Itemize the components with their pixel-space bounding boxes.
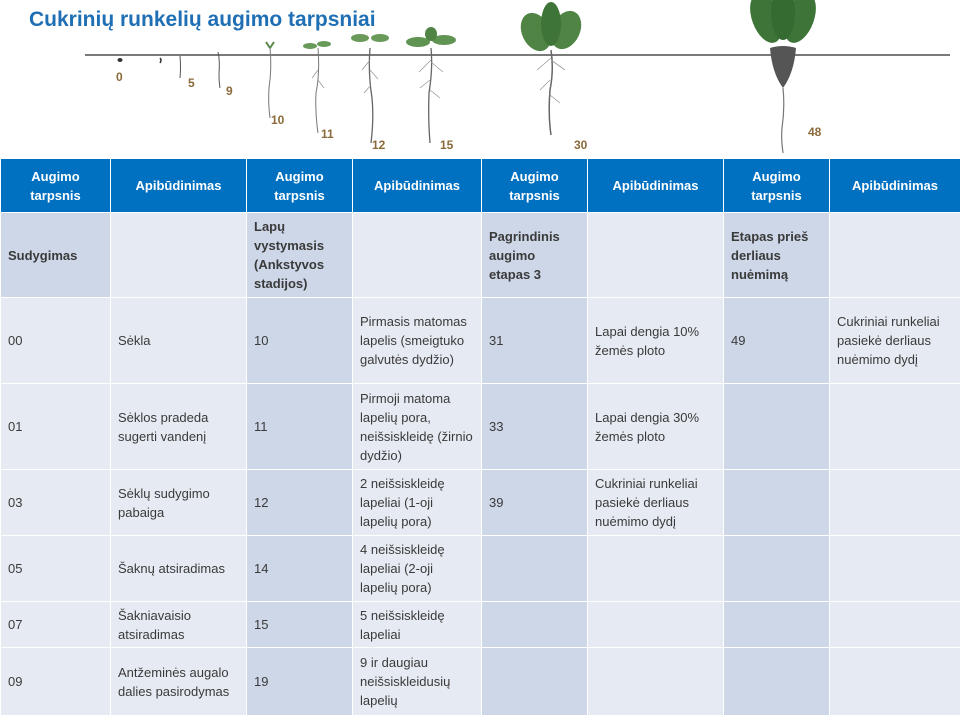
description-cell: Pirmoji matoma lapelių pora, neišsiskleidę (žirnio dydžio) xyxy=(353,384,482,470)
description-cell: 9 ir daugiau neišsiskleidusių lapelių xyxy=(353,648,482,716)
column-header: Apibūdinimas xyxy=(353,159,482,213)
stage-group-cell: Etapas prieš derliaus nuėmimą xyxy=(724,213,830,298)
stage-code-cell xyxy=(724,648,830,716)
stage-number: 0 xyxy=(116,70,123,84)
column-header: Augimo tarpsnis xyxy=(482,159,588,213)
column-header: Augimo tarpsnis xyxy=(724,159,830,213)
seedling-stage10-icon xyxy=(266,42,274,118)
germinating-seed-icon xyxy=(160,58,161,63)
description-cell: Lapai dengia 30% žemės ploto xyxy=(588,384,724,470)
column-header: Augimo tarpsnis xyxy=(1,159,111,213)
description-cell xyxy=(111,213,247,298)
seedling-stage15-icon xyxy=(406,27,456,143)
description-cell xyxy=(830,213,960,298)
table-row xyxy=(1,602,960,648)
description-cell xyxy=(830,470,960,536)
stage-code-cell xyxy=(482,536,588,602)
description-cell xyxy=(830,648,960,716)
table-row xyxy=(1,384,960,470)
stage-code-cell: 14 xyxy=(247,536,353,602)
stage-code-cell: 33 xyxy=(482,384,588,470)
stage-code-cell: 05 xyxy=(1,536,111,602)
stage-code-cell xyxy=(724,602,830,648)
stage-code-cell xyxy=(724,536,830,602)
description-cell xyxy=(588,536,724,602)
description-cell: Cukriniai runkeliai pasiekė derliaus nuėmimo dydį xyxy=(830,298,960,384)
seed-icon xyxy=(118,58,123,62)
stage-group-cell: Pagrindinis augimo etapas 3 xyxy=(482,213,588,298)
stage-number: 10 xyxy=(271,113,285,127)
stage-code-cell: 49 xyxy=(724,298,830,384)
description-cell: Šaknų atsiradimas xyxy=(111,536,247,602)
stage-code-cell: 31 xyxy=(482,298,588,384)
description-cell: Sėklos pradeda sugerti vandenį xyxy=(111,384,247,470)
description-cell: Sėkla xyxy=(111,298,247,384)
stage-code-cell xyxy=(724,384,830,470)
stage-code-cell: 19 xyxy=(247,648,353,716)
stage-code-cell: 03 xyxy=(1,470,111,536)
column-header: Augimo tarpsnis xyxy=(247,159,353,213)
description-cell xyxy=(588,648,724,716)
description-cell xyxy=(588,213,724,298)
stage-code-cell xyxy=(482,602,588,648)
description-cell: Sėklų sudygimo pabaiga xyxy=(111,470,247,536)
stage-code-cell: 00 xyxy=(1,298,111,384)
stage-group-cell: Lapų vystymasis (Ankstyvos stadijos) xyxy=(247,213,353,298)
stage-code-cell: 09 xyxy=(1,648,111,716)
stage-code-cell: 07 xyxy=(1,602,111,648)
stage-group-cell: Sudygimas xyxy=(1,213,111,298)
description-cell: 2 neišsiskleidę lapeliai (1-oji lapelių pora) xyxy=(353,470,482,536)
description-cell: 4 neišsiskleidę lapeliai (2-oji lapelių pora) xyxy=(353,536,482,602)
column-header: Apibūdinimas xyxy=(830,159,960,213)
root-stage9-icon xyxy=(218,52,220,88)
description-cell xyxy=(353,213,482,298)
stage-code-cell: 11 xyxy=(247,384,353,470)
description-cell: Cukriniai runkeliai pasiekė derliaus nuėmimo dydį xyxy=(588,470,724,536)
table-row xyxy=(1,470,960,536)
table-row xyxy=(1,648,960,716)
stage-number: 5 xyxy=(188,76,195,90)
stage-number: 11 xyxy=(321,127,334,141)
plant-stage30-icon xyxy=(515,2,587,135)
description-cell xyxy=(830,602,960,648)
description-cell xyxy=(830,536,960,602)
column-header: Apibūdinimas xyxy=(111,159,247,213)
column-header: Apibūdinimas xyxy=(588,159,724,213)
description-cell: 5 neišsiskleidę lapeliai xyxy=(353,602,482,648)
description-cell: Antžeminės augalo dalies pasirodymas xyxy=(111,648,247,716)
stage-code-cell: 39 xyxy=(482,470,588,536)
stage-code-cell: 10 xyxy=(247,298,353,384)
stage-code-cell: 12 xyxy=(247,470,353,536)
stage-code-cell xyxy=(724,470,830,536)
stage-code-cell: 01 xyxy=(1,384,111,470)
seedling-stage12-icon xyxy=(351,34,389,143)
table-row xyxy=(1,213,960,298)
description-cell xyxy=(588,602,724,648)
description-cell: Lapai dengia 10% žemės ploto xyxy=(588,298,724,384)
stage-number: 9 xyxy=(226,84,233,98)
page-title: Cukrinių runkelių augimo tarpsniai xyxy=(29,8,376,31)
description-cell: Šakniavaisio atsiradimas xyxy=(111,602,247,648)
stage-number: 12 xyxy=(372,138,386,152)
stage-code-cell: 15 xyxy=(247,602,353,648)
stage-number: 48 xyxy=(808,125,822,139)
stage-number: 15 xyxy=(440,138,454,152)
table-row xyxy=(1,536,960,602)
table-row xyxy=(1,298,960,384)
table-header-row xyxy=(1,159,960,213)
root-stage5-icon xyxy=(180,56,181,78)
description-cell: Pirmasis matomas lapelis (smeigtuko galvutės dydžio) xyxy=(353,298,482,384)
description-cell xyxy=(830,384,960,470)
stage-number: 30 xyxy=(574,138,588,152)
stage-code-cell xyxy=(482,648,588,716)
growth-stages-table xyxy=(0,158,960,716)
